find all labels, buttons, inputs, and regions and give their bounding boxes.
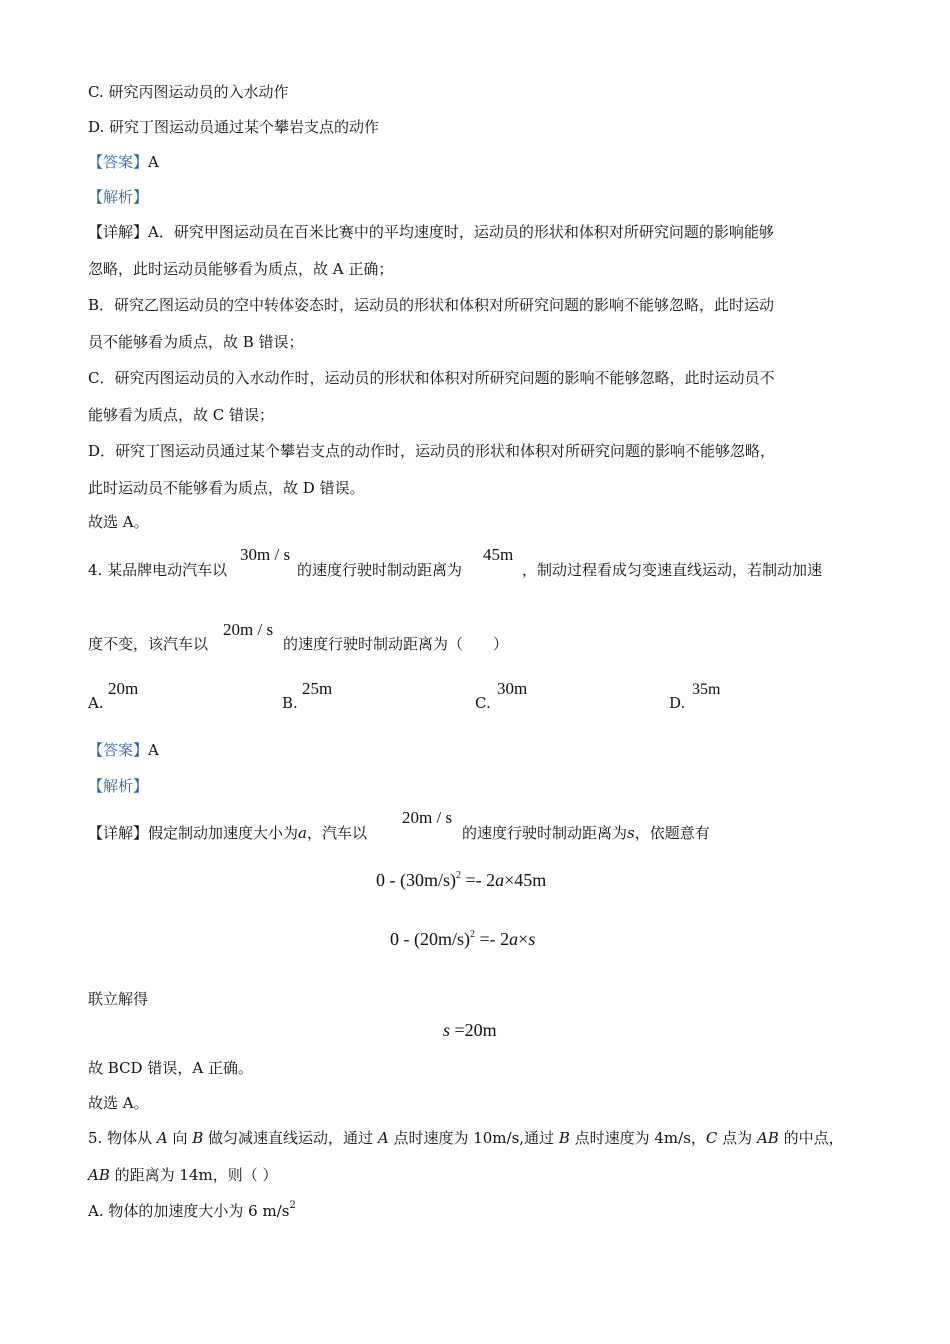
q3-answer: A	[148, 153, 159, 171]
q4-answer: A	[148, 741, 159, 759]
q3-detail-text: A．研究甲图运动员在百米比赛中的平均速度时，运动员的形状和体积对所研究问题的影响能够	[148, 223, 774, 241]
point-b: B	[558, 1129, 570, 1147]
q3-detail-line-5: C．研究丙图运动员的入水动作时，运动员的形状和体积对所研究问题的影响不能够忽略，此时运动员不	[88, 369, 775, 387]
q4-distance-45: 45m	[483, 545, 514, 564]
q4-option-c-letter: C.	[475, 694, 491, 712]
eq2-var-a: a	[509, 929, 519, 949]
q5-text: 做匀减速直线运动，通过	[203, 1129, 378, 1147]
q4-analysis-line	[88, 776, 148, 796]
q4-stem-1a: 4. 某品牌电动汽车以	[88, 561, 228, 579]
q4-detail-text-a: 假定制动加速度大小为	[148, 824, 299, 842]
eq1-mid: =- 2	[461, 870, 496, 890]
q4-stem-1c: ，制动过程看成匀变速直线运动，若制动加速	[522, 561, 823, 579]
eq2-mid: =- 2	[475, 929, 510, 949]
q3-detail-line-8: 此时运动员不能够看为质点，故 D 错误。	[88, 479, 365, 497]
result-var-s: s	[443, 1020, 451, 1040]
q5-text: 点时速度为 4m/s，	[569, 1129, 706, 1147]
q5-stem-line-1	[88, 1128, 844, 1148]
q3-detail-line-3: B．研究乙图运动员的空中转体姿态时，运动员的形状和体积对所研究问题的影响不能够忽略，此时运动	[88, 296, 775, 314]
q5-option-a-exponent: 2	[289, 1200, 296, 1211]
q4-option-a-value: 20m	[108, 679, 139, 698]
eq1-var-a: a	[495, 870, 505, 890]
answer-tag: 【答案】	[88, 153, 149, 171]
q3-analysis-line	[88, 187, 148, 207]
var-a: a	[298, 824, 307, 842]
q5-text: 的中点，	[778, 1129, 844, 1147]
equation-1	[376, 869, 546, 891]
q3-answer-line	[88, 152, 159, 172]
q4-answer-line	[88, 740, 159, 760]
segment-ab: AB	[88, 1166, 110, 1184]
eq1-lhs: 0 - (30m/s)	[376, 870, 456, 890]
q4-detail-tail	[462, 823, 710, 843]
eq1-exponent: 2	[456, 870, 461, 881]
q3-detail-line-7: D．研究丁图运动员通过某个攀岩支点的动作时，运动员的形状和体积对所研究问题的影响不能够忽略，	[88, 442, 776, 460]
equation-2	[390, 928, 535, 950]
q4-speed-30: 30m / s	[240, 545, 291, 564]
q4-option-c-value: 30m	[497, 679, 528, 698]
q3-detail-line-2: 忽略，此时运动员能够看为质点，故 A 正确；	[88, 260, 394, 278]
q4-stem-2a: 度不变，该汽车以	[88, 635, 209, 653]
q5-option-a	[88, 1201, 296, 1221]
detail-tag: 【详解】	[88, 824, 149, 842]
q3-detail-line-4: 员不能够看为质点，故 B 错误；	[88, 333, 304, 351]
eq2-var-s: s	[528, 929, 536, 949]
point-a: A	[156, 1129, 168, 1147]
eq2-times: ×	[518, 929, 529, 949]
q5-text: 点为	[717, 1129, 757, 1147]
q4-detail-text-d: ，依题意有	[634, 824, 710, 842]
point-c: C	[705, 1129, 718, 1147]
eq1-rhs: ×45m	[504, 870, 547, 890]
q5-stem-line-2	[88, 1165, 277, 1185]
q4-detail-text-b: ，汽车以	[306, 824, 367, 842]
q4-option-d-letter: D.	[669, 694, 686, 712]
option-d-prev: D. 研究丁图运动员通过某个攀岩支点的动作	[88, 118, 380, 136]
q4-option-a-letter: A.	[88, 694, 104, 712]
q5-text: 的距离为 14m，则（ ）	[109, 1166, 278, 1184]
detail-tag: 【详解】	[88, 223, 149, 241]
segment-ab: AB	[756, 1129, 779, 1147]
q4-option-b-letter: B.	[282, 694, 298, 712]
q4-detail-line	[88, 823, 367, 843]
q3-choice: 故选 A。	[88, 513, 149, 531]
analysis-tag: 【解析】	[88, 188, 149, 206]
q3-detail-line-6: 能够看为质点，故 C 错误；	[88, 406, 275, 424]
q4-conclusion: 故 BCD 错误，A 正确。	[88, 1059, 253, 1077]
q4-stem-1b: 的速度行驶时制动距离为	[297, 561, 463, 579]
q4-speed-20: 20m / s	[223, 620, 274, 639]
q5-text: 5. 物体从	[88, 1129, 157, 1147]
q4-choice: 故选 A。	[88, 1094, 149, 1112]
q4-detail-text-c: 的速度行驶时制动距离为	[462, 824, 628, 842]
point-b: B	[192, 1129, 204, 1147]
q4-stem-2b: 的速度行驶时制动距离为（ ）	[283, 635, 509, 653]
result-value: =20m	[450, 1020, 497, 1040]
solve-label: 联立解得	[88, 990, 149, 1008]
analysis-tag: 【解析】	[88, 777, 149, 795]
q5-option-a-text: A. 物体的加速度大小为 6 m/s	[88, 1202, 290, 1220]
eq2-lhs: 0 - (20m/s)	[390, 929, 470, 949]
var-s: s	[627, 824, 635, 842]
q5-text: 点时速度为 10m/s,通过	[388, 1129, 559, 1147]
q3-detail-line-1	[88, 222, 774, 242]
q4-detail-speed-20: 20m / s	[402, 808, 453, 827]
q5-text: 向	[167, 1129, 193, 1147]
eq2-exponent: 2	[470, 929, 475, 940]
q4-option-b-value: 25m	[302, 679, 333, 698]
answer-tag: 【答案】	[88, 741, 149, 759]
q4-option-d-value: 35m	[692, 681, 721, 698]
result-equation	[443, 1019, 497, 1041]
point-a: A	[377, 1129, 389, 1147]
option-c-prev: C. 研究丙图运动员的入水动作	[88, 83, 289, 101]
